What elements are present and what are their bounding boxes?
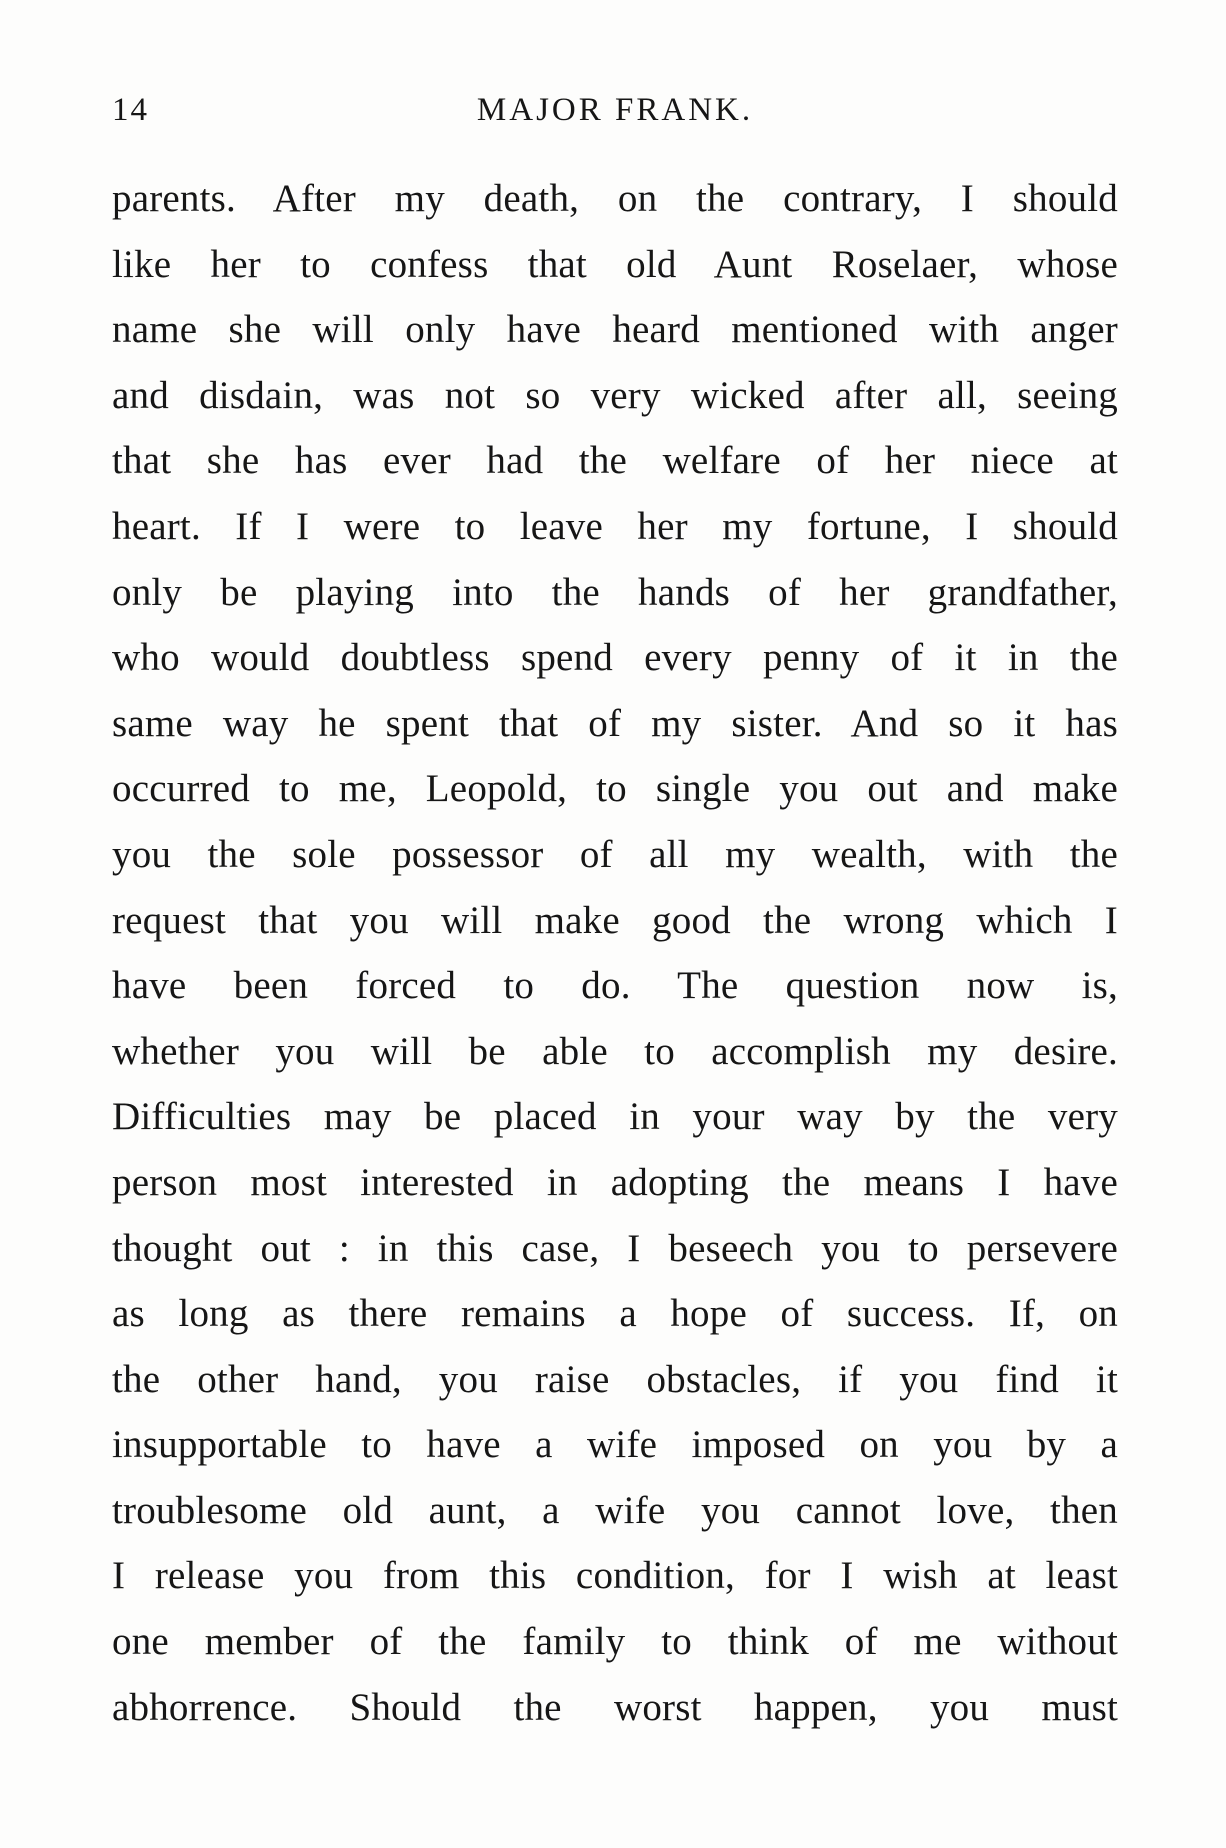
body-text (112, 166, 1118, 1740)
page-number: 14 (112, 92, 149, 128)
text-line-7: only be playing into the hands of her grandfather, (112, 570, 1118, 614)
text-line-23: one member of the family to think of me without (112, 1620, 1118, 1664)
text-line-11: you the sole possessor of all my wealth, with the (112, 832, 1118, 876)
text-line-12: request that you will make good the wrong which I (112, 898, 1118, 942)
text-line-19: the other hand, you raise obstacles, if you find it (112, 1357, 1118, 1401)
text-line-18: as long as there remains a hope of success. If, on (112, 1292, 1118, 1336)
text-line-6: heart. If I were to leave her my fortune, I should (112, 504, 1118, 548)
text-line-8: who would doubtless spend every penny of it in the (112, 636, 1118, 680)
text-line-21: troublesome old aunt, a wife you cannot love, then (112, 1488, 1118, 1532)
text-line-22: I release you from this condition, for I wish at least (112, 1554, 1118, 1598)
text-line-4: and disdain, was not so very wicked after all, seeing (112, 373, 1118, 417)
text-line-1: parents. After my death, on the contrary, I should (112, 177, 1118, 220)
text-line-9: same way he spent that of my sister. And so it has (112, 701, 1118, 745)
text-line-15: Difficulties may be placed in your way by the very (112, 1095, 1118, 1139)
text-line-2: like her to confess that old Aunt Roselaer, whose (112, 242, 1118, 286)
text-line-24: abhorrence. Should the worst happen, you must (112, 1685, 1118, 1729)
book-title: MAJOR FRANK. (476, 92, 754, 128)
text-line-10: occurred to me, Leopold, to single you out and make (112, 767, 1118, 811)
text-line-5: that she has ever had the welfare of her niece at (112, 439, 1118, 483)
text-line-20: insupportable to have a wife imposed on you by a (112, 1423, 1118, 1467)
text-line-13: have been forced to do. The question now is, (112, 964, 1118, 1008)
text-line-17: thought out : in this case, I beseech you to persevere (112, 1226, 1118, 1270)
text-line-3: name she will only have heard mentioned with anger (112, 308, 1118, 352)
text-line-16: person most interested in adopting the means I have (112, 1160, 1118, 1204)
running-head (112, 92, 1118, 142)
text-line-14: whether you will be able to accomplish my desire. (112, 1029, 1118, 1073)
